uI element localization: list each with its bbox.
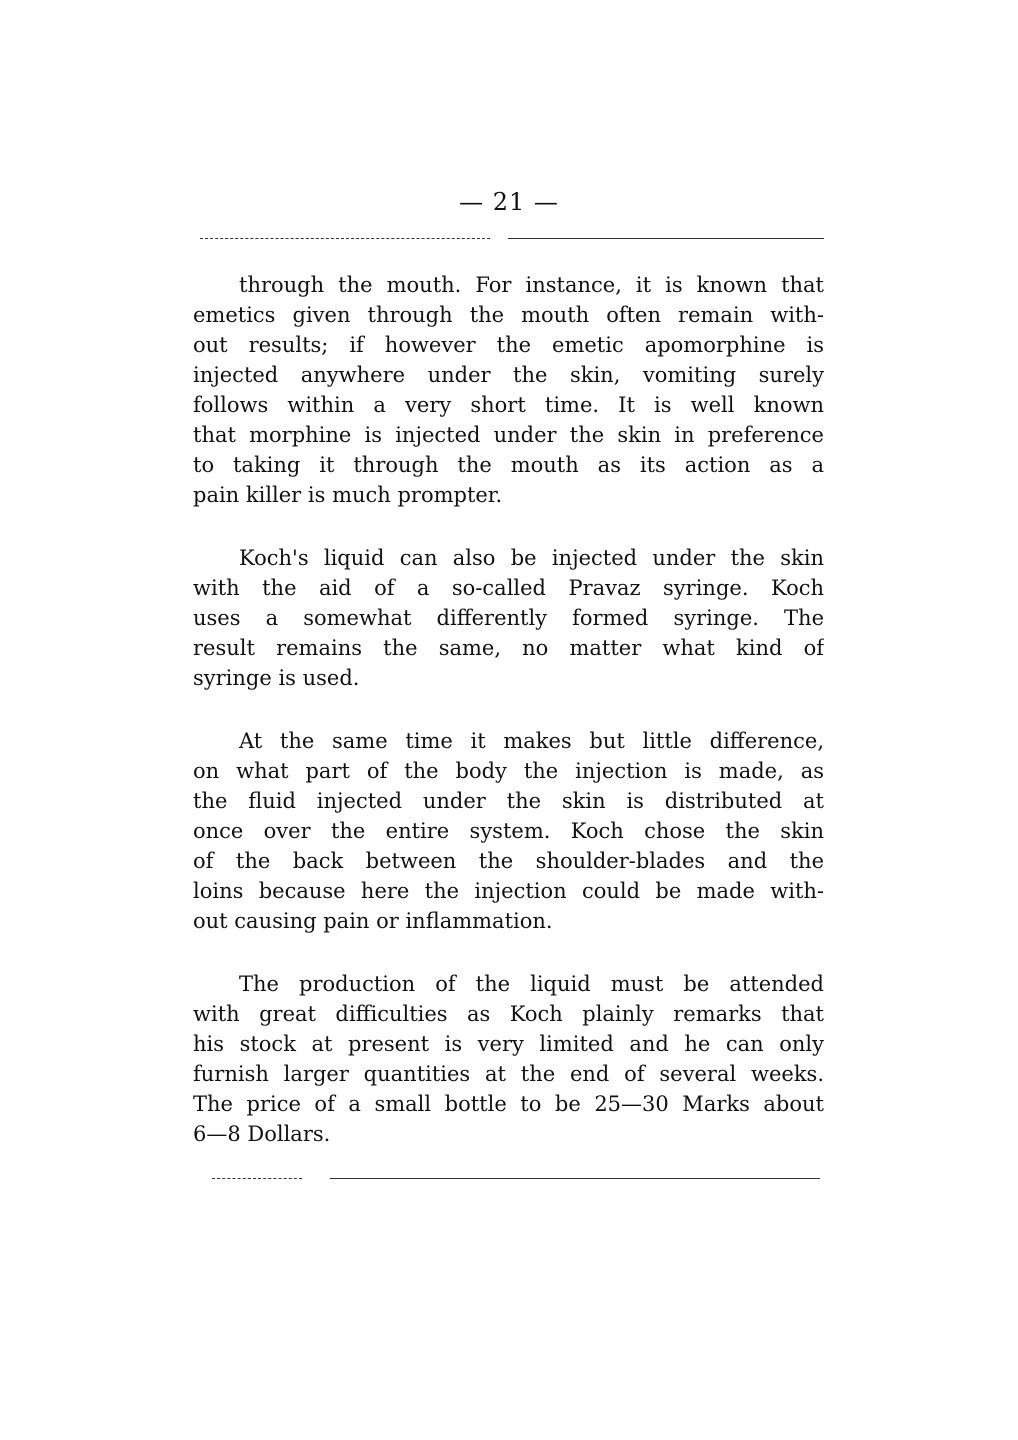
text-line: result remains the same, no matter what kind of: [193, 636, 824, 660]
header-rule-left: [200, 238, 490, 239]
text-line: once over the entire system. Koch chose the skin: [193, 819, 824, 843]
paragraph-1: [193, 270, 824, 510]
footer-rule-right: [330, 1178, 820, 1179]
text-line: syringe is used.: [193, 666, 360, 690]
text-line: on what part of the body the injection is made, as: [193, 759, 824, 783]
text-line: pain killer is much prompter.: [193, 483, 503, 507]
text-line: Koch's liquid can also be injected under the skin: [239, 546, 824, 570]
text-line: out results; if however the emetic apomorphine is: [193, 333, 824, 357]
text-line: 6—8 Dollars.: [193, 1122, 331, 1146]
text-line: uses a somewhat differently formed syringe. The: [193, 606, 824, 630]
paragraph-4: [193, 969, 824, 1149]
page-number: — 21 —: [459, 188, 559, 216]
text-line: follows within a very short time. It is well known: [193, 393, 824, 417]
header-rule-right: [508, 238, 824, 239]
text-line: furnish larger quantities at the end of several weeks.: [193, 1062, 824, 1086]
text-line: with the aid of a so-called Pravaz syringe. Koch: [193, 576, 824, 600]
text-line: to taking it through the mouth as its action as a: [193, 453, 824, 477]
text-line: The price of a small bottle to be 25—30 Marks about: [193, 1092, 824, 1116]
text-line: the fluid injected under the skin is distributed at: [193, 789, 824, 813]
body-text: [193, 270, 824, 1182]
text-line: out causing pain or inflammation.: [193, 909, 553, 933]
text-line: with great difficulties as Koch plainly remarks that: [193, 1002, 824, 1026]
text-line: emetics given through the mouth often remain with-: [193, 303, 824, 327]
text-line: The production of the liquid must be attended: [239, 972, 824, 996]
text-line: through the mouth. For instance, it is known that: [239, 273, 824, 297]
text-line: loins because here the injection could be made with-: [193, 879, 824, 903]
text-line: injected anywhere under the skin, vomiting surely: [193, 363, 824, 387]
text-line: of the back between the shoulder-blades and the: [193, 849, 824, 873]
text-line: At the same time it makes but little difference,: [239, 729, 824, 753]
paragraph-3: [193, 726, 824, 936]
text-line: his stock at present is very limited and he can only: [193, 1032, 824, 1056]
text-line: that morphine is injected under the skin in preference: [193, 423, 824, 447]
paragraph-2: [193, 543, 824, 693]
footer-rule-left: [212, 1178, 302, 1179]
